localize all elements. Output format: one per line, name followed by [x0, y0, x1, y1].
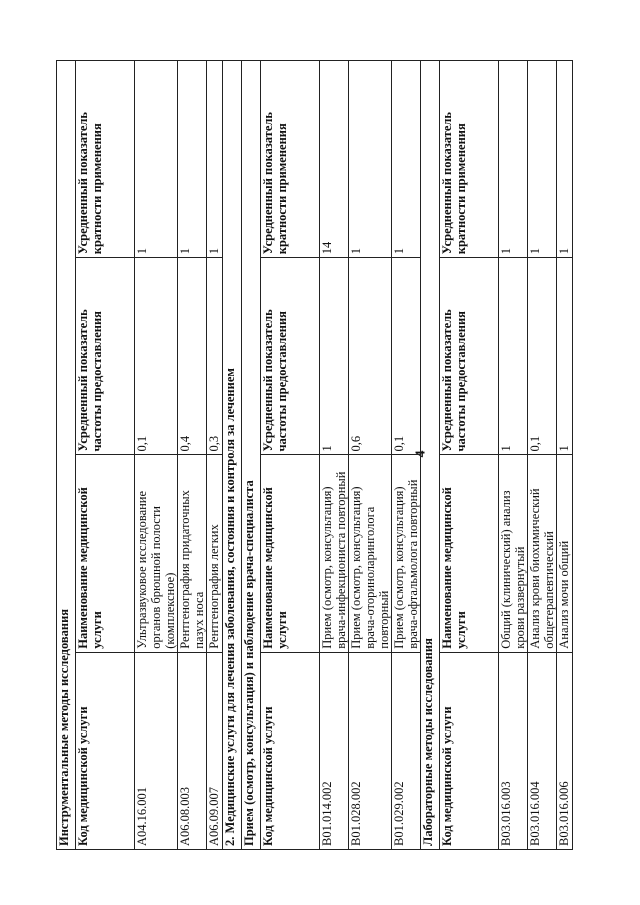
cell-code: B01.028.002	[349, 652, 392, 849]
section-title-row	[57, 61, 76, 850]
table-row	[320, 61, 349, 850]
table-row	[392, 61, 421, 850]
cell-frequency: 0,1	[528, 258, 557, 455]
cell-frequency: 1	[320, 258, 349, 455]
cell-name: Рентгенография легких	[207, 455, 223, 652]
rotated-document	[56, 60, 571, 850]
section-title: Лабораторные методы исследования	[421, 61, 440, 850]
section-title-row	[242, 61, 261, 850]
page-number: 4	[413, 450, 429, 458]
section-title-row	[421, 61, 440, 850]
cell-frequency: 0,3	[207, 258, 223, 455]
cell-frequency: 1	[499, 258, 528, 455]
header-name: Наименование медицинской услуги	[440, 455, 499, 652]
cell-name: Рентгенография придаточных пазух носа	[178, 455, 207, 652]
cell-code: B03.016.006	[557, 652, 573, 849]
cell-multiplicity: 1	[178, 61, 207, 258]
cell-name: Ультразвуковое исследование органов брюшной полости (комплексное)	[135, 455, 178, 652]
cell-code: A04.16.001	[135, 652, 178, 849]
section-title: Прием (осмотр, консультация) и наблюдение врача-специалиста	[242, 61, 261, 850]
table-row	[557, 61, 573, 850]
header-code: Код медицинской услуги	[440, 652, 499, 849]
table-row	[135, 61, 178, 850]
cell-multiplicity: 1	[349, 61, 392, 258]
cell-frequency: 0,4	[178, 258, 207, 455]
cell-name: Анализ мочи общий	[557, 455, 573, 652]
cell-frequency: 0,1	[392, 258, 421, 455]
cell-multiplicity: 1	[207, 61, 223, 258]
cell-frequency: 1	[557, 258, 573, 455]
cell-multiplicity: 1	[392, 61, 421, 258]
cell-name: Прием (осмотр, консультация) врача-инфекциониста повторный	[320, 455, 349, 652]
table-row	[349, 61, 392, 850]
cell-frequency: 0,6	[349, 258, 392, 455]
cell-name: Общий (клинический) анализ крови развернутый	[499, 455, 528, 652]
table-row	[178, 61, 207, 850]
header-multiplicity: Усредненный показатель кратности применения	[76, 61, 135, 258]
cell-code: B01.014.002	[320, 652, 349, 849]
header-frequency: Усредненный показатель частоты предоставления	[76, 258, 135, 455]
cell-code: A06.08.003	[178, 652, 207, 849]
header-code: Код медицинской услуги	[261, 652, 320, 849]
header-frequency: Усредненный показатель частоты предоставления	[261, 258, 320, 455]
cell-code: B03.016.004	[528, 652, 557, 849]
cell-name: Прием (осмотр, консультация) врача-оториноларинголога повторный	[349, 455, 392, 652]
cell-code: B03.016.003	[499, 652, 528, 849]
cell-name: Прием (осмотр, консультация) врача-офтальмолога повторный	[392, 455, 421, 652]
cell-multiplicity: 1	[499, 61, 528, 258]
header-name: Наименование медицинской услуги	[76, 455, 135, 652]
table-header-row	[440, 61, 499, 850]
header-frequency: Усредненный показатель частоты предоставления	[440, 258, 499, 455]
table-header-row	[76, 61, 135, 850]
cell-name: Анализ крови биохимический общетерапевтический	[528, 455, 557, 652]
header-code: Код медицинской услуги	[76, 652, 135, 849]
cell-code: A06.09.007	[207, 652, 223, 849]
header-multiplicity: Усредненный показатель кратности применения	[261, 61, 320, 258]
cell-multiplicity: 1	[528, 61, 557, 258]
cell-multiplicity: 1	[557, 61, 573, 258]
part-title-row	[223, 61, 242, 850]
medical-services-table	[56, 60, 573, 850]
table-header-row	[261, 61, 320, 850]
header-multiplicity: Усредненный показатель кратности применения	[440, 61, 499, 258]
header-name: Наименование медицинской услуги	[261, 455, 320, 652]
cell-multiplicity: 14	[320, 61, 349, 258]
section-title: Инструментальные методы исследования	[57, 61, 76, 850]
cell-frequency: 0,1	[135, 258, 178, 455]
cell-multiplicity: 1	[135, 61, 178, 258]
cell-code: B01.029.002	[392, 652, 421, 849]
table-row	[207, 61, 223, 850]
table-row	[528, 61, 557, 850]
part-title: 2. Медицинские услуги для лечения заболевания, состояния и контроля за лечением	[223, 61, 242, 850]
table-row	[499, 61, 528, 850]
